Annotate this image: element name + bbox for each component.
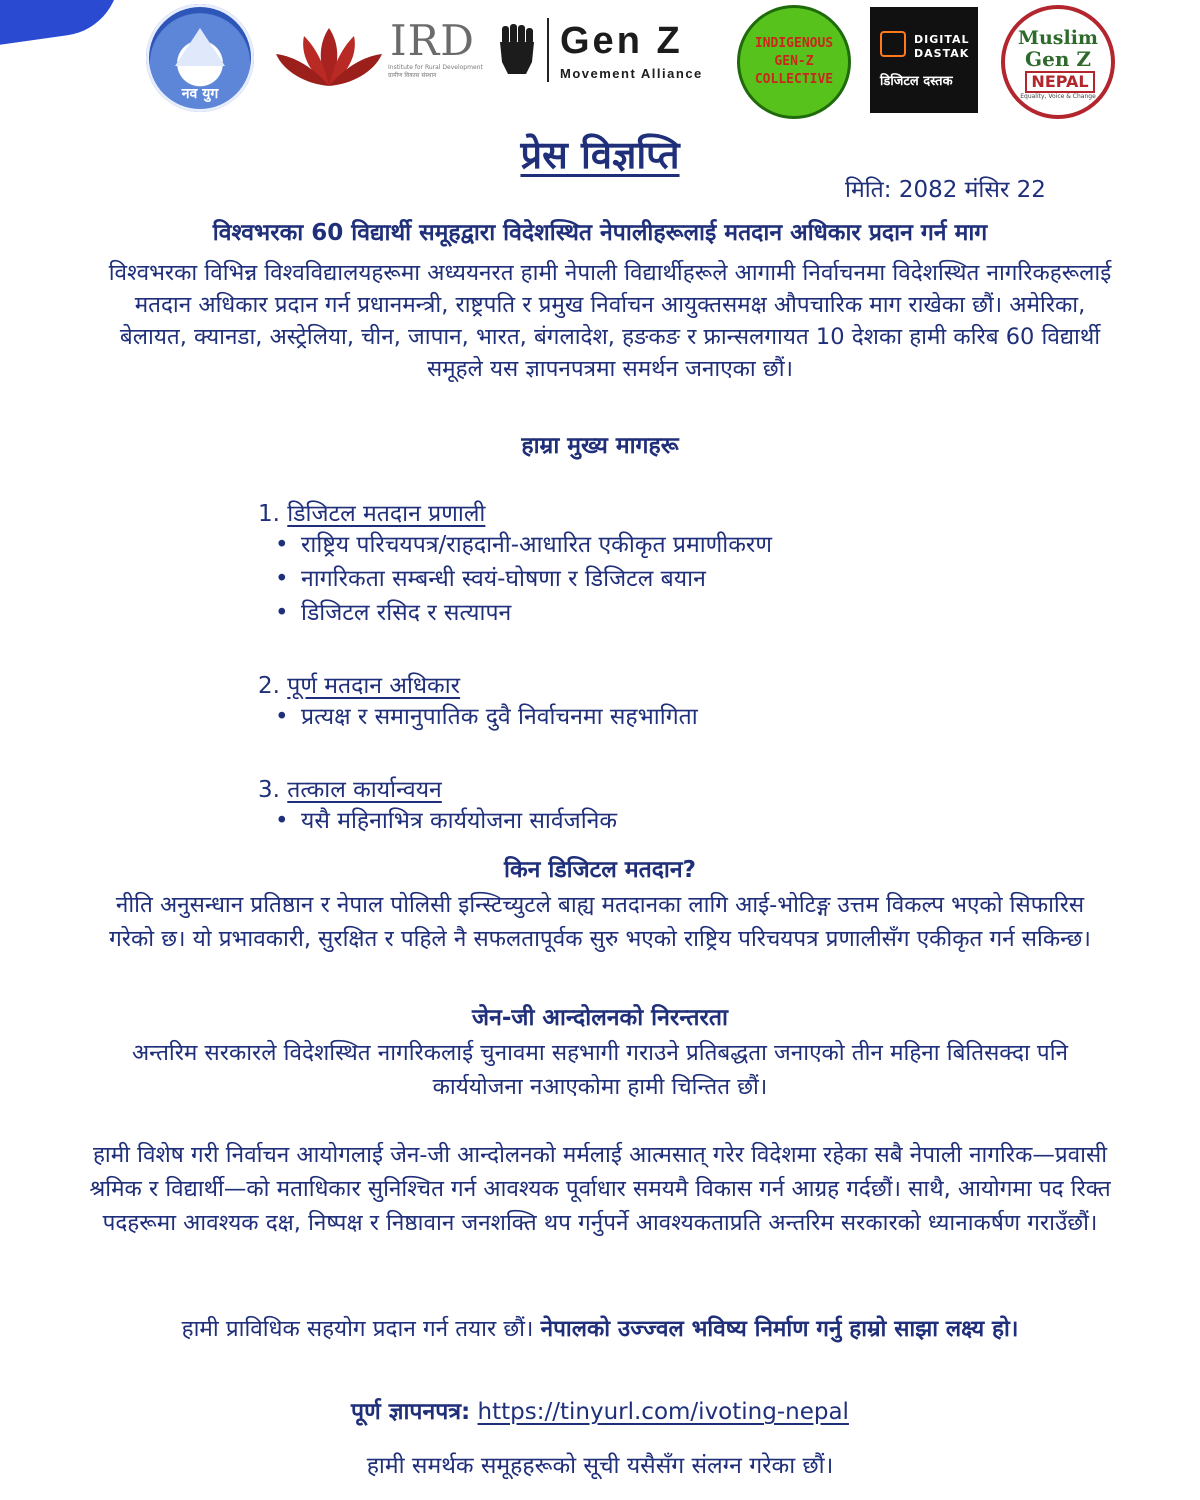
why-heading: किन डिजिटल मतदान? [503, 857, 696, 883]
ird-logo-text: IRD [390, 16, 475, 65]
mountain-icon [175, 28, 225, 66]
ird-subtitle: Institute for Rural Development ग्रामीण विकास संस्थान [388, 64, 483, 79]
indigenous-line-1: INDIGENOUS [754, 36, 834, 51]
list-item: • नागरिकता सम्बन्धी स्वयं-घोषणा र डिजिटल बयान [275, 562, 772, 596]
genz-divider [547, 18, 549, 82]
list-item: • राष्ट्रिय परिचयपत्र/राहदानी-आधारित एकीकृत प्रमाणीकरण [275, 528, 772, 562]
dastak-en-line-1: DIGITAL [914, 33, 970, 46]
demand-1-number: 1. [258, 501, 280, 527]
demand-2-number: 2. [258, 673, 280, 699]
memo-label: पूर्ण ज्ञापनपत्र: [351, 1399, 471, 1425]
nav-yug-text: नव युग [181, 86, 219, 102]
ready-bold-text: नेपालको उज्ज्वल भविष्य निर्माण गर्नु हाम्रो साझा लक्ष्य हो। [540, 1316, 1019, 1342]
muslim-tagline: Equality, Voice & Change [1020, 93, 1096, 100]
demands-heading: हाम्रा मुख्य मागहरू [521, 433, 679, 459]
why-paragraph: नीति अनुसन्धान प्रतिष्ठान र नेपाल पोलिसी इन्स्टिच्युटले बाह्य मतदानका लागि आई-भोटिङ्ग उत्तम विकल्प भएको सिफारिस गरेको छ। यो प्रभावकारी, सुरक्षित र पहिले नै सफलतापूर्वक सुरु भएको राष्ट्रिय परिचयपत्र प्रणालीसँग एकीकृत गर्न सकिन्छ। [109, 892, 1091, 952]
lotus-icon [270, 24, 388, 90]
muslim-line-3: NEPAL [1025, 71, 1095, 93]
list-item: • प्रत्यक्ष र समानुपातिक दुवै निर्वाचनमा सहभागिता [275, 700, 698, 734]
demand-2-label: पूर्ण मतदान अधिकार [287, 673, 461, 699]
nav-yug-logo [146, 4, 254, 112]
ready-text: हामी प्राविधिक सहयोग प्रदान गर्न तयार छौं। [181, 1316, 534, 1342]
request-paragraph: हामी विशेष गरी निर्वाचन आयोगलाई जेन-जी आन्दोलनको मर्मलाई आत्मसात् गरेर विदेशमा रहेका सबै नेपाली नागरिक—प्रवासी श्रमिक र विद्यार्थी—को मताधिकार सुनिश्चित गर्न आवश्यक पूर्वाधार समयमै विकास गर्न आग्रह गर्दछौं। साथै, आयोगमा पद रिक्त पदहरूमा आवश्यक दक्ष, निष्पक्ष र निष्ठावान जनशक्ति थप गर्नुपर्ने आवश्यकताप्रति अन्तरिम सरकारको ध्यानाकर्षण गराउँछौं। [89, 1142, 1111, 1236]
demand-1-title [258, 496, 485, 528]
dastak-english [914, 33, 970, 61]
ready-paragraph [90, 1312, 1110, 1346]
dastak-en-line-2: DASTAK [914, 47, 970, 60]
muslim-line-2: Gen Z [1025, 47, 1091, 71]
page-title: प्रेस विज्ञप्ति [520, 133, 680, 177]
demand-3-list [275, 804, 617, 838]
genz-paragraph: अन्तरिम सरकारले विदेशस्थित नागरिकलाई चुनावमा सहभागी गराउने प्रतिबद्धता जनाएको तीन महिना बितिसक्दा पनि कार्ययोजना नआएकोमा हामी चिन्तित छौं। [131, 1040, 1069, 1100]
demand-1-list [275, 528, 772, 630]
genz-subtitle: Movement Alliance [560, 66, 703, 81]
indigenous-line-3: COLLECTIVE [754, 72, 834, 87]
headline: विश्वभरका 60 विद्यार्थी समूहद्वारा विदेशस्थित नेपालीहरूलाई मतदान अधिकार प्रदान गर्न माग [212, 220, 988, 246]
demand-2-title [258, 668, 460, 700]
genz-heading: जेन-जी आन्दोलनको निरन्तरता [472, 1005, 728, 1031]
memo-line [0, 1394, 1200, 1426]
list-item: • यसै महिनाभित्र कार्ययोजना सार्वजनिक [275, 804, 617, 838]
logo-strip [0, 0, 1200, 125]
intro-paragraph: विश्वभरका विभिन्न विश्वविद्यालयहरूमा अध्ययनरत हामी नेपाली विद्यार्थीहरूले आगामी निर्वाचनमा विदेशस्थित नागरिकहरूलाई मतदान अधिकार प्रदान गर्न प्रधानमन्त्री, राष्ट्रपति र प्रमुख निर्वाचन आयुक्तसमक्ष औपचारिक माग राखेका छौं। अमेरिका, बेलायत, क्यानडा, अस्ट्रेलिया, चीन, जापान, भारत, बंगलादेश, हङकङ र फ्रान्सलगायत 10 देशका हामी करिब 60 विद्यार्थी समूहले यस ज्ञापनपत्रमा समर्थन जनाएका छौं। [108, 260, 1112, 382]
demand-1-label: डिजिटल मतदान प्रणाली [287, 501, 486, 527]
closing-line: हामी समर्थक समूहहरूको सूची यसैसँग संलग्न गरेका छौं। [366, 1453, 834, 1479]
demand-2-list [275, 700, 698, 734]
demand-3-number: 3. [258, 777, 280, 803]
list-item: • डिजिटल रसिद र सत्यापन [275, 596, 772, 630]
muslim-line-1: Muslim [1017, 27, 1099, 49]
dastak-nepali: डिजिटल दस्तक [880, 74, 953, 89]
genz-title: Gen Z [560, 20, 683, 62]
indigenous-line-2: GEN-Z [774, 54, 814, 69]
demand-3-label: तत्काल कार्यान्वयन [287, 777, 442, 803]
muslim-genz-logo [1001, 5, 1115, 119]
digital-dastak-logo [870, 7, 978, 113]
indigenous-genz-logo [737, 5, 851, 119]
fist-icon [496, 22, 536, 78]
dastak-icon [880, 31, 906, 57]
release-date: मिति: 2082 मंसिर 22 [845, 177, 1046, 203]
memo-link[interactable]: https://tinyurl.com/ivoting-nepal [477, 1399, 849, 1425]
demand-3-title [258, 772, 442, 804]
